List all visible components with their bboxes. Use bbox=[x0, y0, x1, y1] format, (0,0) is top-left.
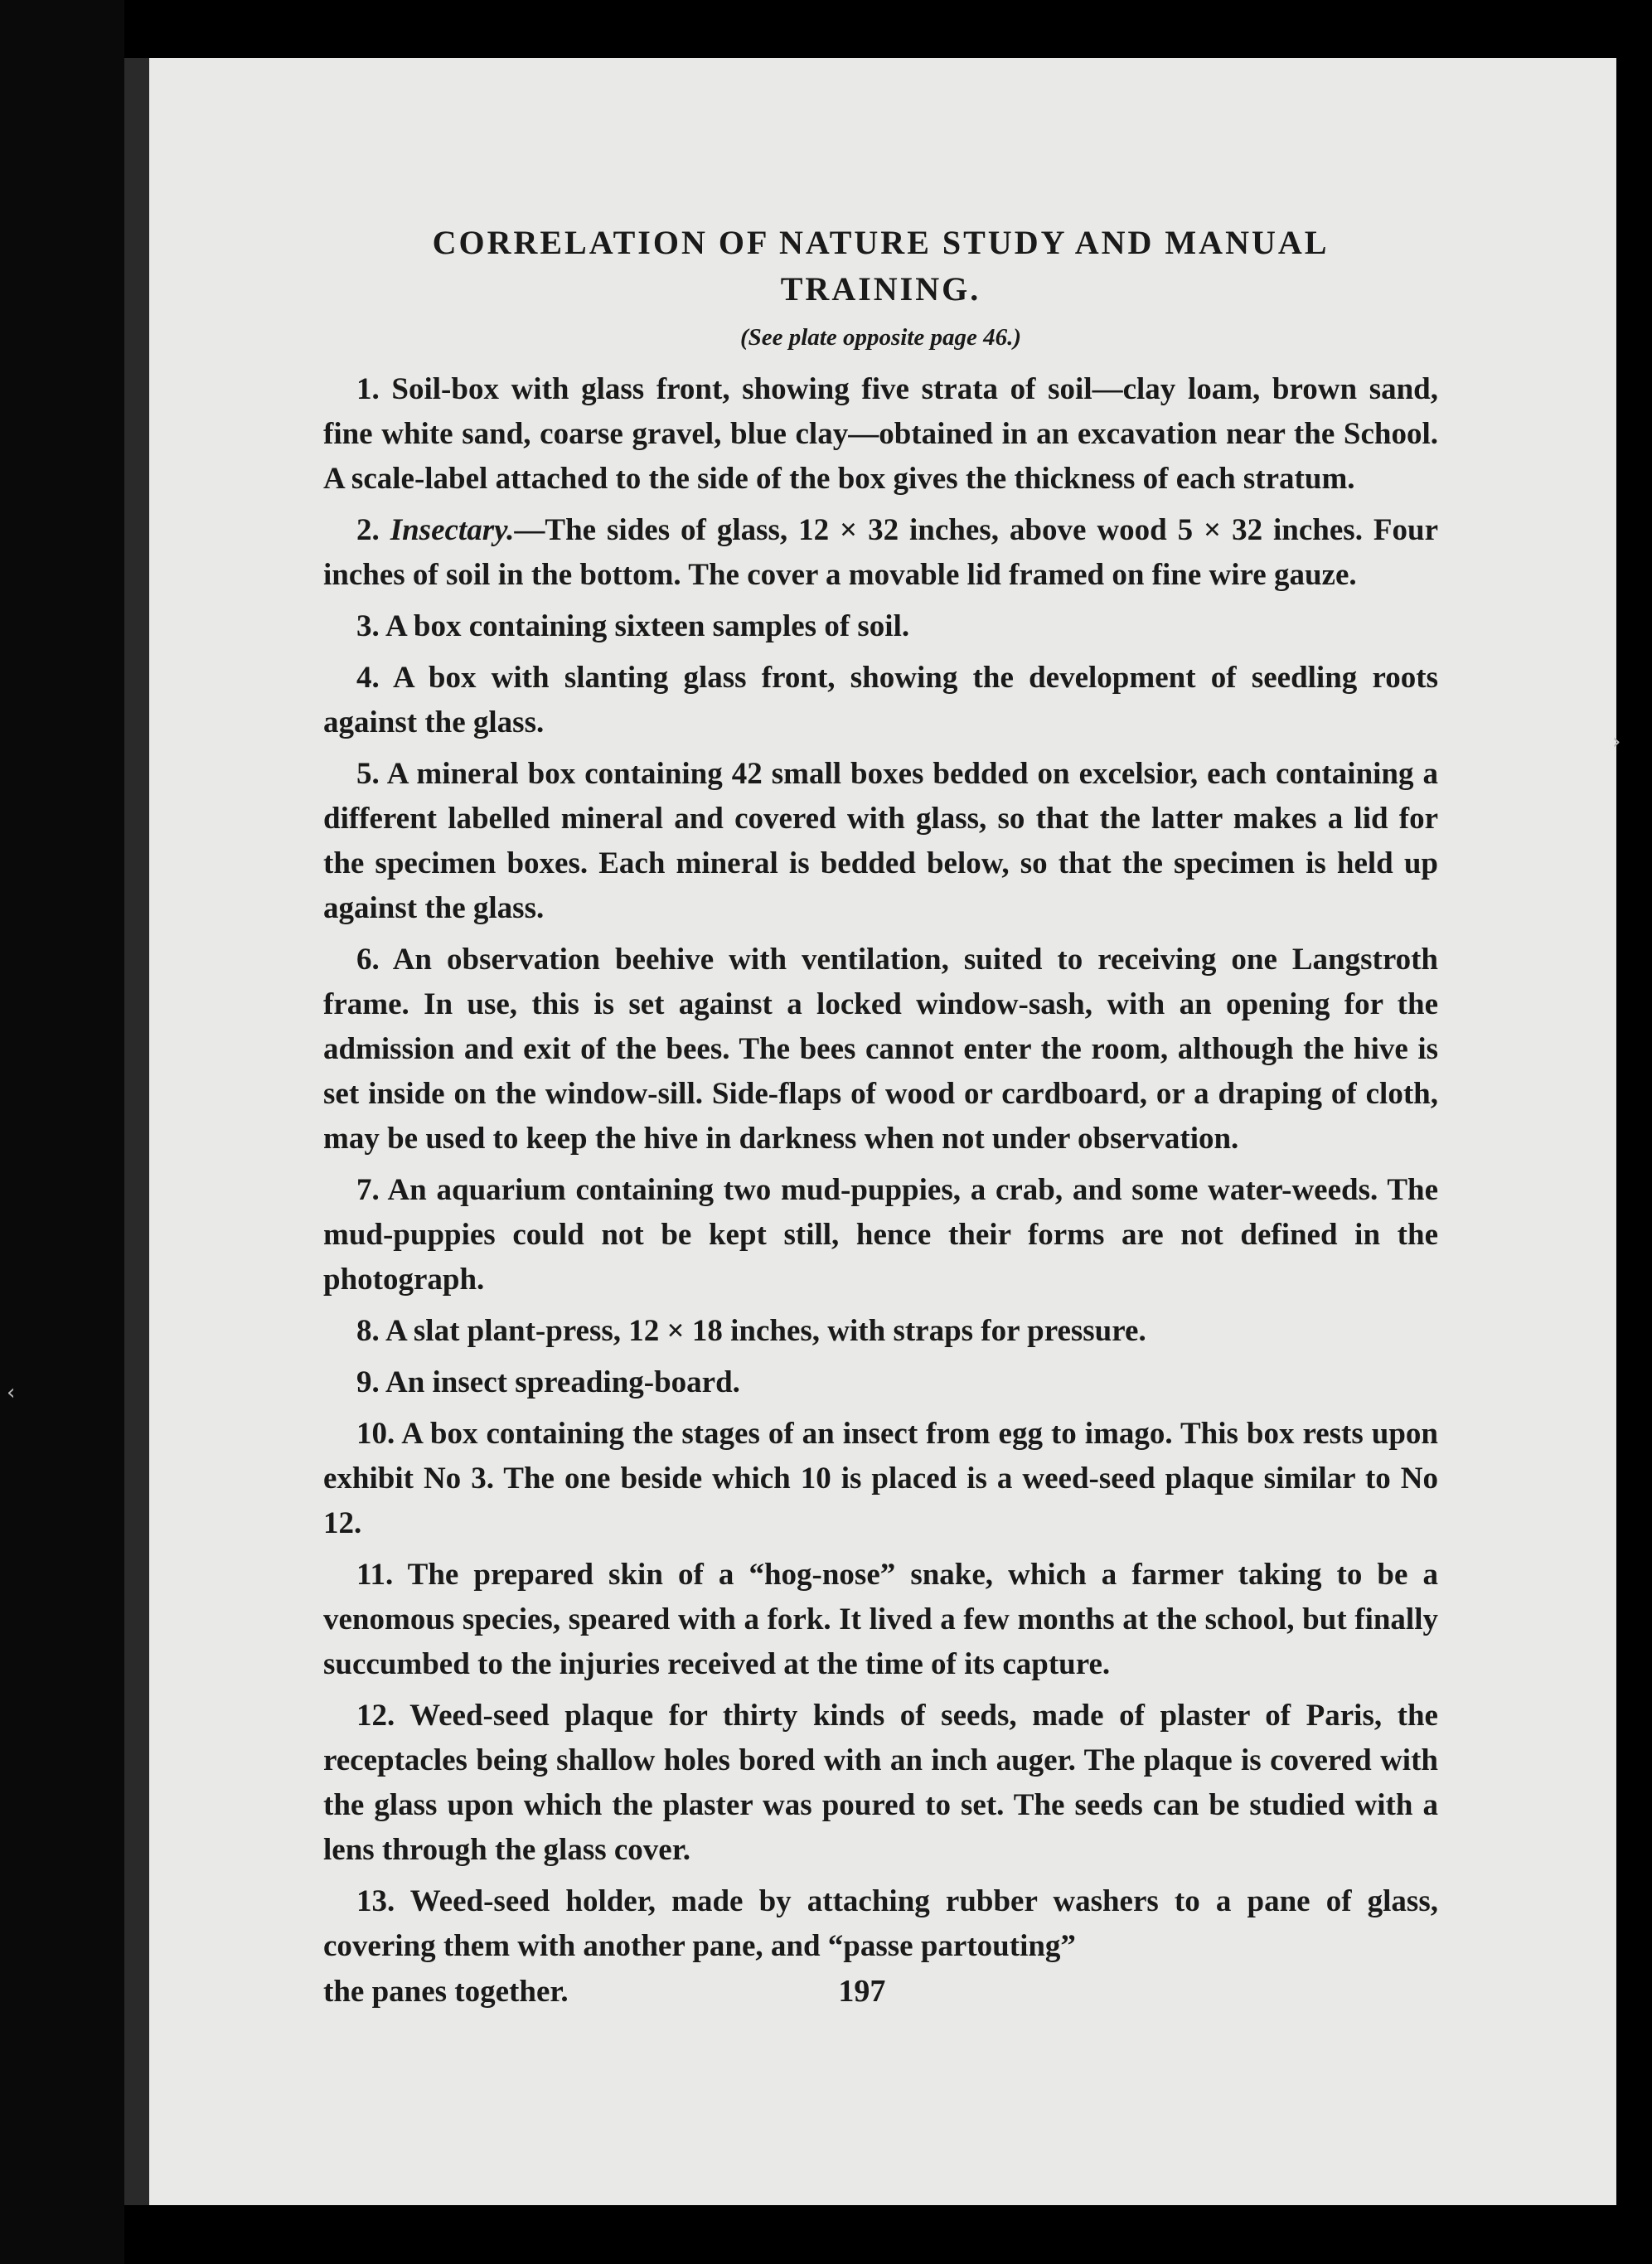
entry-number: 1. bbox=[356, 372, 380, 406]
page-content bbox=[323, 220, 1438, 2014]
entry-number: 2. bbox=[356, 513, 380, 547]
entry-text: Weed-seed plaque for thirty kinds of seeds, made of plaster of Paris, the receptacles being shallow holes bored with an inch auger. The plaque is covered with the glass upon which the plaster was poured to set. The seeds can be studied with a lens through the glass cover. bbox=[323, 1699, 1438, 1867]
entry-number: 10. bbox=[356, 1417, 395, 1451]
entry-9 bbox=[323, 1360, 1438, 1405]
entry-6 bbox=[323, 938, 1438, 1161]
entry-1 bbox=[323, 367, 1438, 502]
entry-number: 12. bbox=[356, 1699, 395, 1733]
entry-text: The prepared skin of a “hog-nose” snake, which a farmer taking to be a venomous species, speared with a fork. It lived a few months at the school, but finally succumbed to the injuries received at the time of its capture. bbox=[323, 1558, 1438, 1681]
page-title: CORRELATION OF NATURE STUDY AND MANUAL TRAINING. bbox=[432, 224, 1330, 308]
entry-text: An insect spreading-board. bbox=[385, 1365, 740, 1399]
entry-text: —The sides of glass, 12 × 32 inches, above wood 5 × 32 inches. Four inches of soil in the bottom. The cover a movable lid framed on fine wire gauze. bbox=[323, 513, 1438, 592]
entry-number: 7. bbox=[356, 1173, 380, 1207]
entry-number: 6. bbox=[356, 943, 380, 977]
entry-number: 4. bbox=[356, 661, 380, 695]
entry-13 bbox=[323, 1879, 1438, 1969]
entry-7 bbox=[323, 1168, 1438, 1302]
entry-10 bbox=[323, 1412, 1438, 1546]
entry-text: An observation beehive with ventilation, suited to receiving one Langstroth frame. In use, this is set against a locked window-sash, with an opening for the admission and exit of the bees. The bees cannot enter the room, although the hive is set inside on the window-sill. Side-flaps of wood or cardboard, or a draping of cloth, may be used to keep the hive in darkness when not under observation. bbox=[323, 943, 1438, 1156]
entry-text: An aquarium containing two mud-puppies, a crab, and some water-weeds. The mud-puppies could not be kept still, hence their forms are not defined in the photograph. bbox=[323, 1173, 1438, 1297]
entry-number: 9. bbox=[356, 1365, 380, 1399]
page-number: 197 bbox=[838, 1974, 886, 2009]
entry-text: A box containing sixteen samples of soil. bbox=[385, 609, 910, 643]
facing-page-edge bbox=[0, 0, 124, 2264]
entry-last-line-text: the panes together. bbox=[323, 1975, 569, 2009]
entry-text: A mineral box containing 42 small boxes bedded on excelsior, each containing a different labelled mineral and covered with glass, so that the latter makes a lid for the specimen boxes. Each mineral is bedded below, so that the specimen is held up against the glass. bbox=[323, 757, 1438, 925]
entry-text: A slat plant-press, 12 × 18 inches, with straps for pressure. bbox=[385, 1314, 1146, 1348]
page-gutter bbox=[124, 58, 149, 2205]
margin-mark-right: › bbox=[1612, 730, 1621, 754]
entry-number: 8. bbox=[356, 1314, 380, 1348]
entry-number: 13. bbox=[356, 1884, 395, 1918]
entry-number: 11. bbox=[356, 1558, 394, 1592]
entry-4 bbox=[323, 656, 1438, 745]
entry-name: Insectary. bbox=[390, 513, 515, 547]
entry-3 bbox=[323, 604, 1438, 649]
entry-number: 3. bbox=[356, 609, 380, 643]
entry-12 bbox=[323, 1694, 1438, 1873]
entry-2 bbox=[323, 508, 1438, 598]
entry-11 bbox=[323, 1553, 1438, 1687]
entry-number: 5. bbox=[356, 757, 380, 791]
entry-text: A box containing the stages of an insect from egg to imago. This box rests upon exhibit No 3. The one beside which 10 is placed is a weed-seed plaque similar to No 12. bbox=[323, 1417, 1439, 1540]
entry-5 bbox=[323, 752, 1438, 931]
page-subtitle: (See plate opposite page 46.) bbox=[739, 324, 1022, 351]
entry-13-last-line bbox=[323, 1969, 1438, 2014]
entry-text: Soil-box with glass front, showing five strata of soil—clay loam, brown sand, fine white sand, coarse gravel, blue clay—obtained in an excavation near the School. A scale-label attached to the side of the box gives the thickness of each stratum. bbox=[323, 372, 1439, 496]
entry-text: Weed-seed holder, made by attaching rubber washers to a pane of glass, covering them with another pane, and “passe partouting” bbox=[323, 1884, 1438, 1963]
margin-mark-left: ‹ bbox=[7, 1380, 16, 1405]
entry-8 bbox=[323, 1309, 1438, 1354]
entry-text: A box with slanting glass front, showing the development of seedling roots against the glass. bbox=[323, 661, 1438, 739]
